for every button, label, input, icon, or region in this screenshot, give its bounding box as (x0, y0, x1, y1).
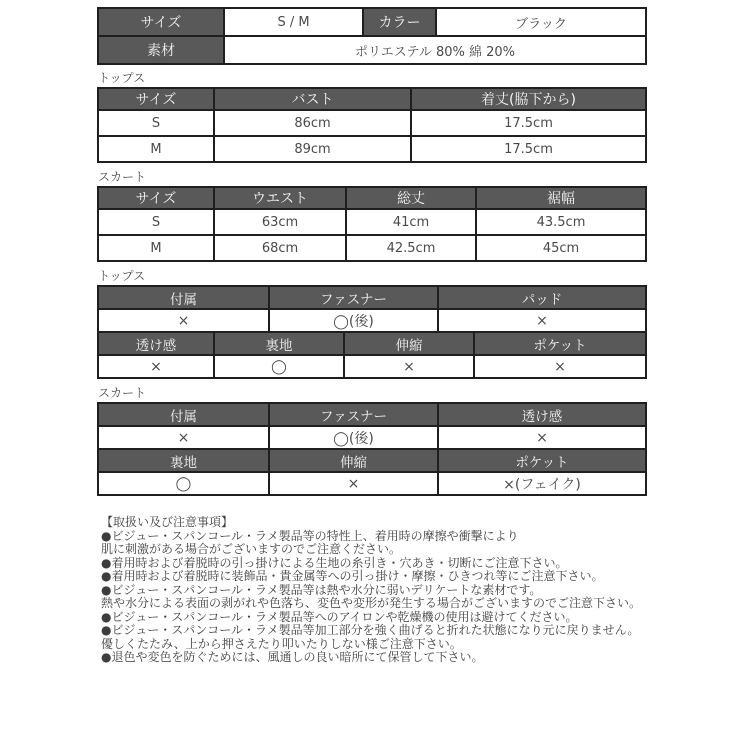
table-row (98, 309, 646, 332)
table-row (98, 110, 646, 136)
note-line: 肌に刺激がある場合がございますのでご注意ください。 (101, 542, 402, 556)
header-cell: ファスナー (269, 403, 438, 426)
value-cell: M (98, 136, 214, 162)
size-header-cell: サイズ (98, 8, 224, 36)
mark-cell: × (474, 355, 646, 378)
header-cell: 伸縮 (269, 449, 438, 472)
value-cell: 17.5cm (411, 110, 646, 136)
tops-size-table (97, 87, 647, 163)
spec-row-size-color (98, 8, 646, 36)
section-label-skirt-features: スカート (98, 386, 147, 400)
mark-cell: ◯(後) (269, 426, 438, 449)
table-header-row (98, 403, 646, 426)
header-cell: ファスナー (269, 286, 438, 309)
material-header-cell: 素材 (98, 36, 224, 64)
value-cell: 68cm (214, 235, 346, 261)
value-cell: 86cm (214, 110, 411, 136)
spec-content (97, 7, 645, 665)
value-cell: 45cm (476, 235, 646, 261)
value-cell: 43.5cm (476, 209, 646, 235)
mark-cell: ◯ (214, 355, 344, 378)
value-cell: 42.5cm (346, 235, 476, 261)
section-label-tops-features: トップス (98, 269, 146, 283)
header-cell: 着丈(脇下から) (411, 88, 646, 110)
note-line: ●着用時および着脱時の引っ掛けによる生地の糸引き・穴あき・切断にご注意下さい。 (101, 555, 568, 570)
skirt-features-table-group2 (97, 448, 647, 496)
care-notes-title: 【取扱い及び注意事項】 (101, 515, 234, 529)
table-row (98, 235, 646, 261)
tops-features-table-group2 (97, 331, 647, 379)
header-cell: サイズ (98, 88, 214, 110)
care-notes-section (97, 516, 645, 665)
mark-cell: × (98, 309, 269, 332)
note-line: 熱や水分による表面の剥がれや色落ち、変色や変形が発生する場合がございますのでご注意下さい。 (101, 596, 642, 610)
note-line: ●ビジュー・スパンコール・ラメ製品等は熱や水分に弱いデリケートな素材です。 (101, 582, 542, 597)
table-header-row (98, 332, 646, 355)
value-cell: 41cm (346, 209, 476, 235)
header-cell: 裏地 (214, 332, 344, 355)
mark-cell: × (438, 426, 646, 449)
mark-cell: × (98, 355, 214, 378)
section-label-tops-size: トップス (98, 71, 146, 85)
header-cell: 付属 (98, 286, 269, 309)
table-row (98, 209, 646, 235)
table-row (98, 426, 646, 449)
spec-table (97, 7, 647, 65)
material-value-cell: ポリエステル 80% 綿 20% (224, 36, 646, 64)
table-row (98, 472, 646, 495)
value-cell: S (98, 209, 214, 235)
header-cell: 透け感 (98, 332, 214, 355)
skirt-size-table (97, 186, 647, 262)
header-cell: 裏地 (98, 449, 269, 472)
header-cell: 付属 (98, 403, 269, 426)
note-line: 優しくたたみ、上から押さえたり叩いたりしない様ご注意下さい。 (101, 636, 462, 651)
value-cell: 89cm (214, 136, 411, 162)
mark-cell: × (269, 472, 438, 495)
header-cell: パッド (438, 286, 646, 309)
skirt-features-table-group1 (97, 402, 647, 450)
table-row (98, 355, 646, 378)
note-line: ●ビジュー・スパンコール・ラメ製品等加工部分を強く曲げると折れた状態になり元に戻りません。 (101, 623, 640, 637)
table-header-row (98, 88, 646, 110)
table-header-row (98, 286, 646, 309)
header-cell: サイズ (98, 187, 214, 209)
note-line: ●退色や変色を防ぐためには、風通しの良い暗所にて保管して下さい。 (101, 650, 484, 664)
spec-row-material (98, 36, 646, 64)
note-line: ●着用時および着脱時に装飾品・貴金属等への引っ掛け・摩擦・ひきつれ等にご注意下さい。 (101, 569, 604, 583)
header-cell: 伸縮 (344, 332, 474, 355)
header-cell: 透け感 (438, 403, 646, 426)
header-cell: ポケット (474, 332, 646, 355)
table-row (98, 136, 646, 162)
tops-features-table-group1 (97, 285, 647, 333)
header-cell: 裾幅 (476, 187, 646, 209)
mark-cell: ◯ (98, 472, 269, 495)
section-label-skirt-size: スカート (98, 170, 147, 184)
size-value-cell: S / M (224, 8, 363, 36)
header-cell: 総丈 (346, 187, 476, 209)
note-line: ●ビジュー・スパンコール・ラメ製品等の特性上、着用時の摩擦や衝撃により (101, 528, 519, 543)
color-value-cell: ブラック (436, 8, 646, 36)
mark-cell: ×(フェイク) (438, 472, 646, 495)
header-cell: ウエスト (214, 187, 346, 209)
value-cell: 63cm (214, 209, 346, 235)
header-cell: ポケット (438, 449, 646, 472)
mark-cell: ◯(後) (269, 309, 438, 332)
mark-cell: × (98, 426, 269, 449)
mark-cell: × (344, 355, 474, 378)
color-header-cell: カラー (363, 8, 436, 36)
table-header-row (98, 187, 646, 209)
header-cell: バスト (214, 88, 411, 110)
mark-cell: × (438, 309, 646, 332)
value-cell: M (98, 235, 214, 261)
value-cell: S (98, 110, 214, 136)
table-header-row (98, 449, 646, 472)
note-line: ●ビジュー・スパンコール・ラメ製品等へのアイロンや乾燥機の使用は避けてください。 (101, 609, 578, 624)
value-cell: 17.5cm (411, 136, 646, 162)
